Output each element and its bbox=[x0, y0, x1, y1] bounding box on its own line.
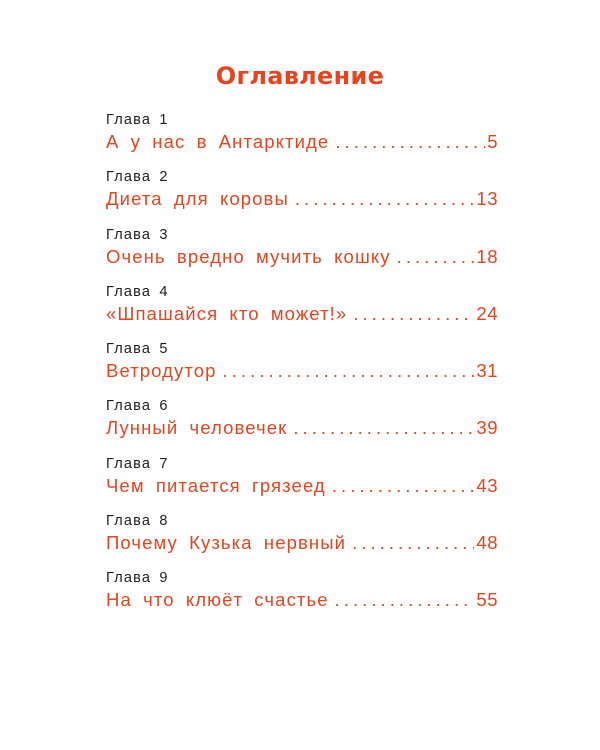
chapter-label: Глава 6 bbox=[106, 398, 169, 415]
chapter-title: Диета для коровы bbox=[106, 188, 289, 210]
chapter-label: Глава 4 bbox=[106, 283, 169, 300]
chapter-link[interactable] bbox=[106, 588, 498, 612]
dot-leader bbox=[352, 531, 474, 555]
toc-entry-7[interactable] bbox=[106, 455, 498, 512]
dot-leader bbox=[397, 245, 475, 269]
page-number: 55 bbox=[476, 589, 498, 611]
chapter-link[interactable] bbox=[106, 416, 498, 440]
page-number: 39 bbox=[476, 417, 498, 439]
chapter-title: Почему Кузька нервный bbox=[106, 532, 347, 554]
chapter-title: Очень вредно мучить кошку bbox=[106, 245, 391, 267]
page-number: 24 bbox=[476, 302, 498, 324]
page-number: 18 bbox=[476, 245, 498, 267]
dot-leader bbox=[332, 474, 475, 498]
toc-entry-3[interactable] bbox=[106, 226, 498, 283]
chapter-link[interactable] bbox=[106, 359, 498, 383]
chapter-link[interactable] bbox=[106, 302, 498, 326]
page-number: 5 bbox=[487, 131, 498, 152]
dot-leader bbox=[295, 187, 475, 211]
chapter-label: Глава 3 bbox=[106, 226, 169, 243]
page-title: Оглавление bbox=[215, 62, 385, 90]
chapter-title: «Шпашайся кто может!» bbox=[106, 302, 348, 324]
toc-entry-5[interactable] bbox=[106, 340, 498, 397]
chapter-label: Глава 8 bbox=[106, 513, 169, 530]
toc-entry-8[interactable] bbox=[106, 512, 498, 569]
chapter-label: Глава 2 bbox=[106, 169, 169, 186]
chapter-title: Чем питается грязеед bbox=[106, 474, 326, 496]
dot-leader bbox=[335, 588, 475, 612]
toc-entry-1[interactable] bbox=[106, 111, 498, 168]
dot-leader bbox=[335, 130, 485, 154]
dot-leader bbox=[353, 302, 474, 326]
chapter-link[interactable] bbox=[106, 130, 498, 154]
chapter-link[interactable] bbox=[106, 531, 498, 555]
chapter-title: На что клюёт счастье bbox=[106, 589, 329, 611]
toc-entry-2[interactable] bbox=[106, 168, 498, 225]
chapter-link[interactable] bbox=[106, 245, 498, 269]
toc-entry-6[interactable] bbox=[106, 397, 498, 454]
page-number: 13 bbox=[476, 188, 498, 210]
dot-leader bbox=[293, 416, 474, 440]
chapter-label: Глава 7 bbox=[106, 455, 169, 472]
toc-list bbox=[106, 111, 498, 627]
chapter-label: Глава 1 bbox=[106, 112, 169, 128]
page-number: 48 bbox=[476, 532, 498, 554]
dot-leader bbox=[223, 359, 475, 383]
chapter-title: Ветродутор bbox=[106, 360, 217, 382]
chapter-title: А у нас в Антарктиде bbox=[106, 131, 330, 152]
toc-entry-4[interactable] bbox=[106, 283, 498, 340]
toc-entry-9[interactable] bbox=[106, 569, 498, 626]
chapter-label: Глава 5 bbox=[106, 341, 169, 358]
chapter-link[interactable] bbox=[106, 187, 498, 211]
page-number: 43 bbox=[476, 474, 498, 496]
chapter-link[interactable] bbox=[106, 474, 498, 498]
chapter-title: Лунный человечек bbox=[106, 417, 288, 439]
chapter-label: Глава 9 bbox=[106, 570, 169, 587]
page-number: 31 bbox=[476, 360, 498, 382]
